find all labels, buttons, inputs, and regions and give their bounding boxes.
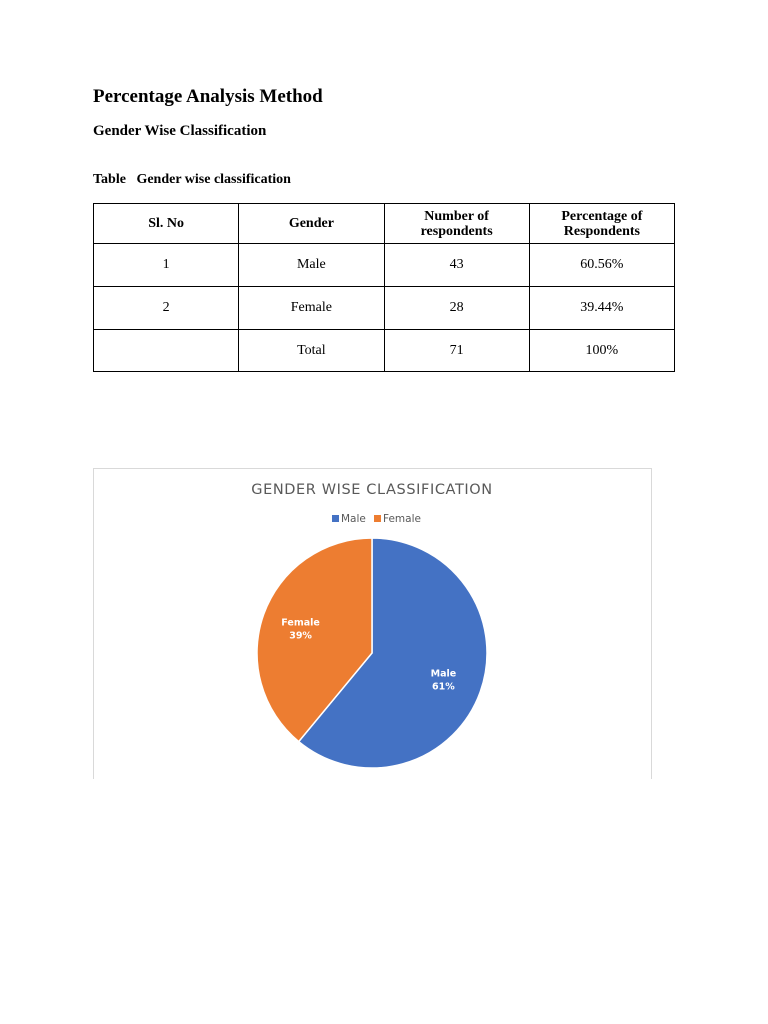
header-number-line-2: respondents [420,223,493,239]
gender-table [93,203,675,372]
legend-swatch-male [332,515,339,522]
table-header-row [94,204,675,244]
header-gender: Gender [239,204,384,244]
header-percentage-of-respondents [529,204,674,244]
chart-title: GENDER WISE CLASSIFICATION [251,482,493,498]
header-percentage-line-2: Respondents [563,223,640,239]
table-row-total [94,330,675,372]
table-row [94,287,675,330]
cell-percentage: 60.56% [529,244,674,287]
cell-number: 43 [384,244,529,287]
table-row [94,244,675,287]
chart-legend [332,513,421,525]
header-number-of-respondents [384,204,529,244]
section-heading: Gender Wise Classification [93,123,267,139]
page-heading: Percentage Analysis Method [93,86,323,107]
pie-slices [257,538,487,768]
header-sl-no: Sl. No [94,204,239,244]
cell-sl-no: 1 [94,244,239,287]
cell-percentage: 100% [529,330,674,372]
legend-label-male: Male [341,513,366,525]
legend-label-female: Female [383,513,421,525]
pie-chart-canvas [94,469,651,779]
cell-gender: Total [239,330,384,372]
pie-chart [93,468,652,779]
table-caption: Table Gender wise classification [93,172,291,187]
cell-gender: Male [239,244,384,287]
pie-label-female: Female 39% [281,617,320,642]
cell-gender: Female [239,287,384,330]
cell-number: 71 [384,330,529,372]
header-percentage-line-1: Percentage of [561,208,643,224]
cell-sl-no [94,330,239,372]
pie-label-male: Male 61% [430,668,457,693]
cell-number: 28 [384,287,529,330]
cell-percentage: 39.44% [529,287,674,330]
cell-sl-no: 2 [94,287,239,330]
legend-swatch-female [374,515,381,522]
header-number-line-1: Number of [424,208,489,224]
